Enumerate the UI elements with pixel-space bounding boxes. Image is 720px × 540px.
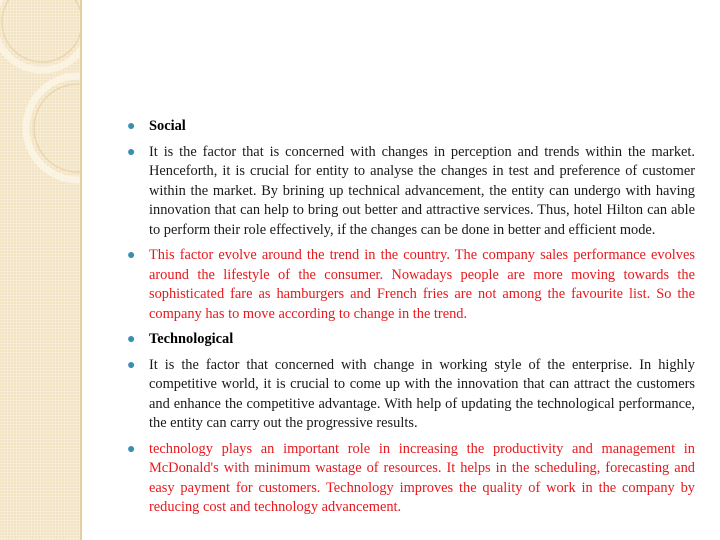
list-item-social-heading xyxy=(127,117,695,137)
bullet-list xyxy=(127,117,695,524)
section-heading: Technological xyxy=(149,331,234,347)
section-heading: Social xyxy=(149,118,186,134)
concentric-rings-icon xyxy=(0,0,80,540)
bullet-icon xyxy=(127,440,149,460)
paragraph: It is the factor that is concerned with changes in perception and trends within the market. Henceforth, it is crucial for entity to analyse the changes in test and preference of customer within the market. By brining up technical advancement, the entity can undergo with having innovation that can help to bring out better and attractive services. Thus, hotel Hilton can able to perform their role effectively, if the changes can be done in better and efficient mode. xyxy=(149,143,695,238)
paragraph: It is the factor that concerned with change in working style of the enterprise. In highly competitive world, it is crucial to come up with the innovation that can attract the customers and enhance the competitive advantage. With help of updating the technological performance, the entity can carry out the progressive results. xyxy=(149,356,695,431)
bullet-icon xyxy=(127,143,149,163)
bullet-icon xyxy=(127,356,149,376)
list-item-technological-highlight xyxy=(127,440,695,518)
bullet-icon xyxy=(127,117,149,137)
list-item-social-body xyxy=(127,143,695,241)
highlight-paragraph: technology plays an important role in increasing the productivity and management in McDonald's with minimum wastage of resources. It helps in the scheduling, forecasting and easy payment for customers. Technology improves the quality of work in the company by reducing cost and technology advancement. xyxy=(149,440,695,515)
highlight-paragraph: This factor evolve around the trend in the country. The company sales performance evolves around the lifestyle of the consumer. Nowadays people are more moving towards the sophisticated fare as hamburgers and French fries are not among the favourite list. So the company has to move according to change in the trend. xyxy=(149,247,695,322)
bullet-icon xyxy=(127,330,149,350)
bullet-icon xyxy=(127,246,149,266)
list-item-technological-heading xyxy=(127,330,695,350)
list-item-technological-body xyxy=(127,356,695,434)
decorative-side-panel xyxy=(0,0,80,540)
panel-divider xyxy=(80,0,82,540)
list-item-social-highlight xyxy=(127,246,695,324)
